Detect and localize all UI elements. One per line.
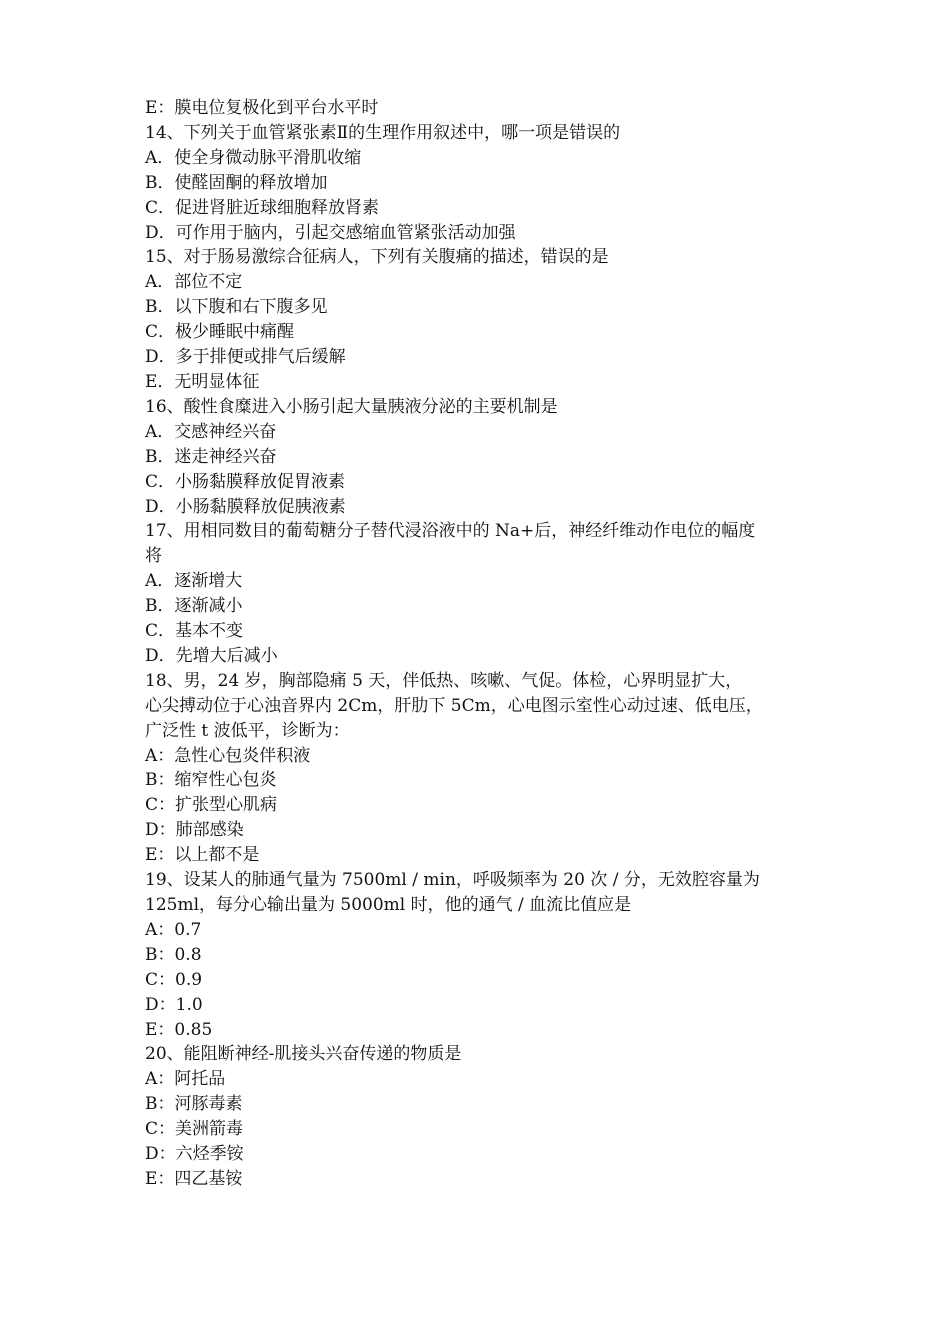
question-15-option-a: A．部位不定: [145, 272, 243, 293]
question-18-option-c: C：扩张型心肌病: [145, 795, 278, 816]
question-19-stem: 19、设某人的肺通气量为 7500ml / min，呼吸频率为 20 次 / 分，无效腔容量为: [145, 870, 760, 891]
question-15-option-e: E．无明显体征: [145, 371, 260, 392]
text-line: E：膜电位复极化到平台水平时: [145, 98, 379, 118]
question-17-option-b: B．逐渐减小: [145, 596, 243, 617]
question-20-option-d: D：六烃季铵: [145, 1144, 244, 1165]
question-20-stem: 20、能阻断神经-肌接头兴奋传递的物质是: [145, 1044, 462, 1065]
question-19-option-e: E：0.85: [145, 1019, 213, 1040]
question-16-option-d: D．小肠黏膜释放促胰液素: [145, 496, 346, 517]
question-14-option-a: A．使全身微动脉平滑肌收缩: [145, 147, 362, 168]
question-19-option-d: D：1.0: [145, 994, 203, 1015]
question-17-stem-cont: 将: [145, 546, 162, 567]
question-17-option-a: A．逐渐增大: [145, 571, 243, 592]
question-14-option-d: D．可作用于脑内，引起交感缩血管紧张活动加强: [145, 222, 516, 243]
question-18-option-e: E：以上都不是: [145, 845, 260, 866]
question-16-option-a: A．交感神经兴奋: [145, 421, 277, 442]
question-17-option-c: C．基本不变: [145, 621, 244, 642]
question-19-option-c: C：0.9: [145, 969, 203, 990]
question-18-stem-cont: 心尖搏动位于心浊音界内 2Cm，肝肋下 5Cm，心电图示室性心动过速、低电压，: [145, 695, 763, 716]
question-16-stem: 16、酸性食糜进入小肠引起大量胰液分泌的主要机制是: [145, 396, 558, 417]
question-15-option-c: C．极少睡眠中痛醒: [145, 322, 295, 343]
question-15-stem: 15、对于肠易激综合征病人，下列有关腹痛的描述，错误的是: [145, 247, 609, 268]
question-18-stem: 18、男，24 岁，胸部隐痛 5 天，伴低热、咳嗽、气促。体检，心界明显扩大，: [145, 670, 743, 691]
question-18-stem-cont: 广泛性 t 波低平，诊断为：: [145, 720, 350, 741]
question-17-option-d: D．先增大后减小: [145, 645, 278, 666]
question-19-option-b: B：0.8: [145, 944, 202, 965]
question-14-option-b: B．使醛固酮的释放增加: [145, 172, 328, 193]
document-page: [145, 96, 817, 1192]
question-15-option-d: D．多于排便或排气后缓解: [145, 347, 346, 368]
question-17-stem: 17、用相同数目的葡萄糖分子替代浸浴液中的 Na+后，神经纤维动作电位的幅度: [145, 521, 756, 542]
question-19-stem-cont: 125ml，每分心输出量为 5000ml 时，他的通气 / 血流比值应是: [145, 895, 632, 915]
question-16-option-c: C．小肠黏膜释放促胃液素: [145, 471, 346, 492]
question-20-option-e: E：四乙基铵: [145, 1168, 243, 1189]
question-18-option-a: A：急性心包炎伴积液: [145, 745, 311, 766]
question-20-option-c: C：美洲箭毒: [145, 1119, 244, 1140]
question-18-option-d: D：肺部感染: [145, 820, 244, 841]
question-16-option-b: B．迷走神经兴奋: [145, 446, 277, 467]
question-14-stem: 14、下列关于血管紧张素Ⅱ的生理作用叙述中，哪一项是错误的: [145, 122, 621, 143]
question-18-option-b: B：缩窄性心包炎: [145, 770, 277, 791]
question-14-option-c: C．促进肾脏近球细胞释放肾素: [145, 197, 380, 218]
question-15-option-b: B．以下腹和右下腹多见: [145, 297, 328, 318]
question-20-option-a: A：阿托品: [145, 1069, 226, 1090]
question-20-option-b: B：河豚毒素: [145, 1094, 243, 1115]
question-19-option-a: A：0.7: [145, 919, 202, 940]
